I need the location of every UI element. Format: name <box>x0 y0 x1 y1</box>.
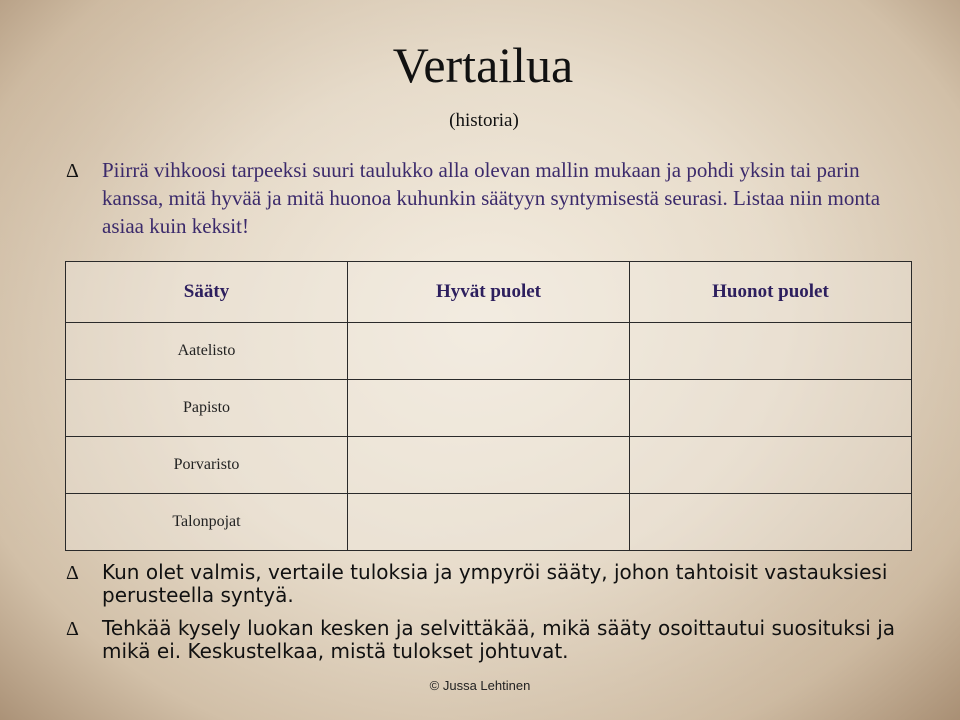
slide-subtitle: (historia) <box>449 110 519 131</box>
table-cell-empty <box>630 437 912 494</box>
table-row <box>66 380 912 437</box>
table-row <box>66 494 912 551</box>
bullet-delta-icon: Δ <box>66 160 79 182</box>
table-cell-empty <box>630 380 912 437</box>
table-header-row <box>66 262 912 323</box>
header-huonot-puolet: Huonot puolet <box>630 262 912 323</box>
header-hyvat-puolet: Hyvät puolet <box>348 262 630 323</box>
table-cell-empty <box>348 380 630 437</box>
table-row <box>66 323 912 380</box>
table-cell-empty <box>348 437 630 494</box>
row-label: Aatelisto <box>66 323 348 380</box>
instruction-2: Tehkää kysely luokan kesken ja selvittäkää, mikä sääty osoittautui suosituksi ja mikä ei. Keskustelkaa, mistä tulokset johtuvat. <box>102 616 896 663</box>
bullet-delta-icon: Δ <box>66 618 79 640</box>
intro-text: Piirrä vihkoosi tarpeeksi suuri taulukko alla olevan mallin mukaan ja pohdi yksin tai parin kanssa, mitä hyvää ja mitä huonoa kuhunkin säätyyn syntymisestä seurasi. Listaa niin monta asiaa kuin keksit! <box>102 158 881 238</box>
row-label: Porvaristo <box>66 437 348 494</box>
table-cell-empty <box>630 323 912 380</box>
comparison-table <box>65 261 912 551</box>
copyright-footer: © Jussa Lehtinen <box>429 678 531 693</box>
table-row <box>66 437 912 494</box>
header-saaty: Sääty <box>66 262 348 323</box>
table-cell-empty <box>630 494 912 551</box>
slide-title: Vertailua <box>392 37 574 93</box>
table-cell-empty <box>348 323 630 380</box>
table-cell-empty <box>348 494 630 551</box>
bullet-delta-icon: Δ <box>66 562 79 584</box>
row-label: Papisto <box>66 380 348 437</box>
row-label: Talonpojat <box>66 494 348 551</box>
instruction-1: Kun olet valmis, vertaile tuloksia ja ympyröi sääty, johon tahtoisit vastauksiesi perusteella syntyä. <box>102 560 888 607</box>
